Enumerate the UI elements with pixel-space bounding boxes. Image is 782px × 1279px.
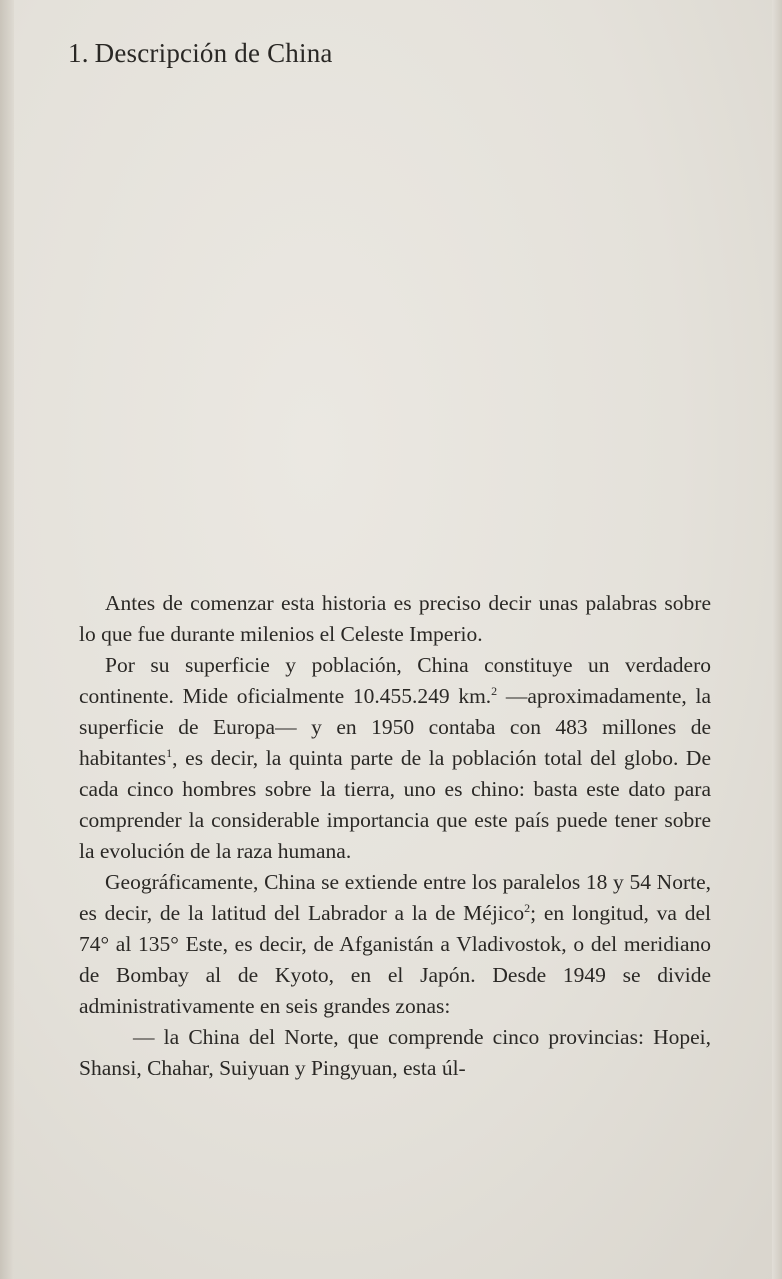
page-edge-left: [0, 0, 14, 1279]
body-text: [79, 588, 711, 1084]
footnote-marker-1: 1: [166, 745, 173, 760]
paragraph-size-text-c: , es decir, la quinta parte de la población total del globo. De cada cinco hombres sobre la tierra, uno es chino: basta este dato para comprender la considerable importancia que este país puede tener sobre la evolución de la raza humana.: [79, 746, 711, 863]
footnote-marker-2: 2: [524, 900, 531, 915]
paragraph-north-china: [79, 1022, 711, 1084]
paragraph-geo-text-b: ; en longitud, va del 74° al 135° Este, es decir, de Afganistán a Vladivostok, o del meridiano de Bombay al de Kyoto, en el Japón. Desde 1949 se divide administrativamente en seis grandes zonas:: [79, 901, 711, 1018]
paragraph-geography: [79, 867, 711, 1022]
chapter-title: Descripción de China: [94, 38, 333, 68]
paragraph-geo-text-a: Geográficamente, China se extiende entre los paralelos 18 y 54 Norte, es decir, de la latitud del Labrador a la de Méjico: [79, 870, 711, 925]
page-edge-right: [772, 0, 782, 1279]
superscript-square: 2: [491, 683, 498, 698]
paragraph-size-text-a: Por su superficie y población, China constituye un verdadero continente. Mide oficialmente 10.455.249 km.: [79, 653, 711, 708]
chapter-heading: [68, 38, 333, 69]
paragraph-size-population: [79, 650, 711, 867]
paragraph-size-text-b: —aproximadamente, la superficie de Europa— y en 1950 contaba con 483 millones de habitantes: [79, 684, 711, 770]
chapter-number: 1.: [68, 38, 89, 68]
paragraph-intro-text: Antes de comenzar esta historia es preciso decir unas palabras sobre lo que fue durante milenios el Celeste Imperio.: [79, 591, 711, 646]
paragraph-intro: [79, 588, 711, 650]
paragraph-north-text: — la China del Norte, que comprende cinco provincias: Hopei, Shansi, Chahar, Suiyuan y Pingyuan, esta úl-: [79, 1025, 711, 1080]
